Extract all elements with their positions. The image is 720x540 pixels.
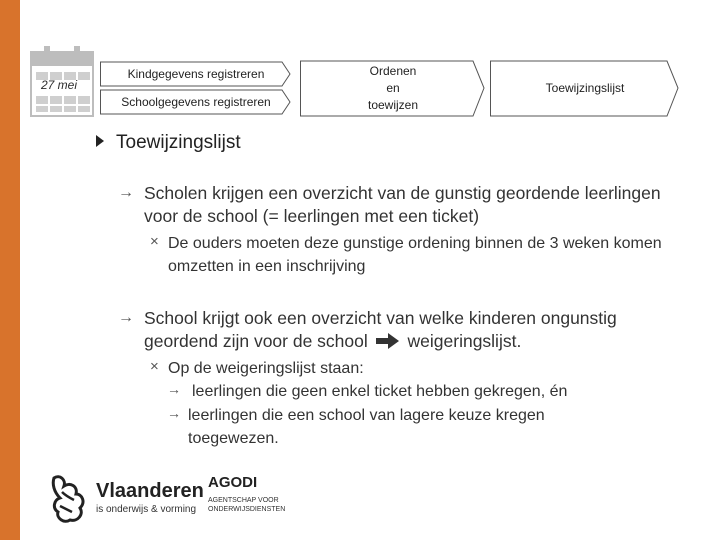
agodi-tagline: AGENTSCHAP VOOR ONDERWIJSDIENSTEN: [208, 497, 286, 513]
accent-sidebar: [0, 0, 20, 540]
agodi-logo-text: AGODI: [208, 474, 258, 491]
section-title: [96, 132, 241, 154]
calendar-icon: [30, 46, 96, 118]
vlaanderen-lion-icon: [48, 472, 90, 526]
calendar-date: 27 mei: [40, 78, 78, 92]
bullet-scholen: Scholen krijgen een overzicht van de gunstig geordende leerlingen voor de school (= leerlingen met een ticket): [144, 183, 661, 226]
bullet-ouders: De ouders moeten deze gunstige ordening binnen de 3 weken komen omzetten in een inschrijving: [168, 235, 662, 275]
arrow-bullet-icon: →: [118, 309, 134, 326]
step-schoolgegevens-label: Schoolgegevens registreren: [121, 94, 271, 109]
triangle-bullet-icon: [96, 135, 104, 147]
bullet-school: [144, 307, 674, 355]
section-title-text: Toewijzingslijst: [116, 132, 241, 153]
step-schoolgegevens: [100, 88, 292, 116]
thick-arrow-icon: [376, 332, 400, 355]
vlaanderen-logo-text: Vlaanderen: [96, 480, 204, 502]
step-kindgegevens-label: Kindgegevens registreren: [127, 66, 265, 81]
sub-item-lagere-keuze: leerlingen die een school van lagere keuze kregen toegewezen.: [188, 407, 545, 447]
arrow-bullet-icon: →: [167, 381, 181, 397]
step-toewijzingslijst: [490, 60, 680, 117]
cross-bullet-icon: ×: [150, 358, 159, 375]
step-kindgegevens: [100, 60, 292, 88]
sub-item-geen-ticket: leerlingen die geen enkel ticket hebben gekregen, én: [192, 383, 568, 400]
bullet-weigeringslijst: Op de weigeringslijst staan:: [168, 360, 364, 377]
arrow-bullet-icon: →: [118, 184, 134, 201]
bullet-school-text: School krijgt ook een overzicht van welke kinderen ongunstig geordend zijn voor de school: [144, 308, 617, 351]
step-ordenen-label: Ordenen en toewijzen: [367, 64, 419, 112]
cross-bullet-icon: ×: [150, 233, 159, 250]
arrow-bullet-icon: →: [167, 405, 181, 421]
step-toewijzingslijst-label: Toewijzingslijst: [545, 81, 625, 95]
footer-logos: [48, 470, 328, 530]
bullet-school-result: weigeringslijst.: [407, 331, 522, 351]
step-ordenen: [300, 60, 486, 117]
vlaanderen-tagline: is onderwijs & vorming: [96, 504, 197, 515]
